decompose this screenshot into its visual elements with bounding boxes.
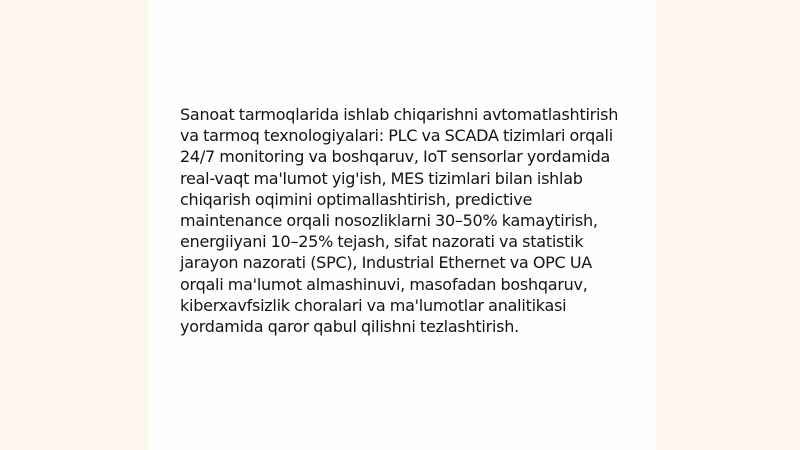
document-page xyxy=(148,0,656,450)
body-paragraph: Sanoat tarmoqlarida ishlab chiqarishni avtomatlashtirish va tarmoq texnologiyalari: PLC va SCADA tizimlari orqali 24/7 monitoring va boshqaruv, IoT sensorlar yordamida real-vaqt ma'lumot yig'ish, MES tizimlari bilan ishlab chiqarish oqimini optimallashtirish, predictive maintenance orqali nosozliklarni 30–50% kamaytirish, energiiyani 10–25% tejash, sifat nazorati va statistik jarayon nazorati (SPC), Industrial Ethernet va OPC UA orqali ma'lumot almashinuvi, masofadan boshqaruv, kiberxavfsizlik choralari va ma'lumotlar analitikasi yordamida qaror qabul qilishni tezlashtirish. xyxy=(180,105,619,337)
